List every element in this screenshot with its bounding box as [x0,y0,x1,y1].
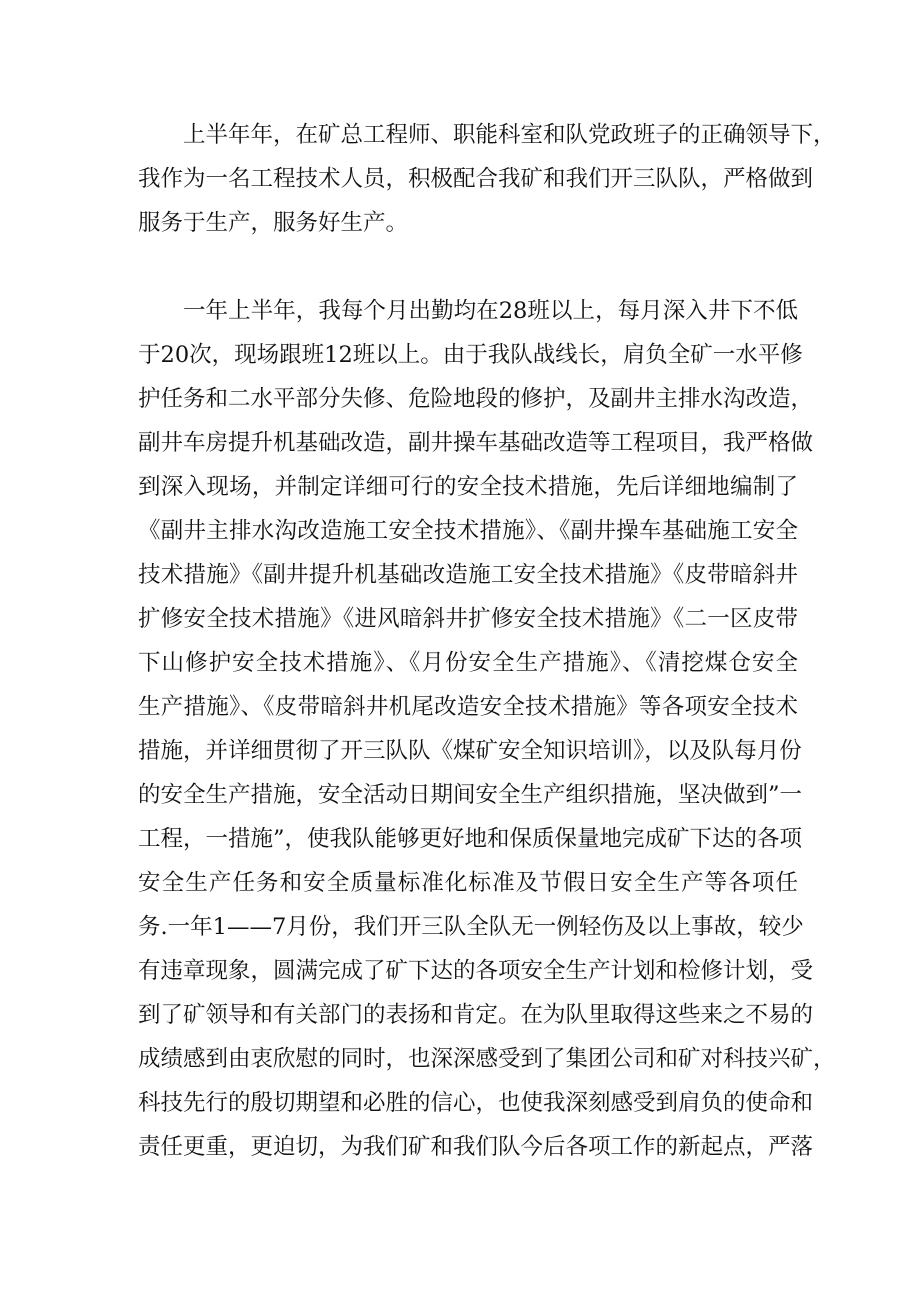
paragraph-line: 生产措施》、《皮带暗斜井机尾改造安全技术措施》等各项安全技术 [138,694,798,720]
paragraph-line: 服务于生产，服务好生产。 [138,210,409,236]
paragraph-line: 上半年年，在矿总工程师、职能科室和队党政班子的正确领导下， [183,122,836,148]
paragraph-line: 的安全生产措施，安全活动日期间安全生产组织措施，坚决做到”一 [138,782,803,808]
paragraph-line: 到深入现场，并制定详细可行的安全技术措施，先后详细地编制了 [138,474,798,500]
paragraph-line: 成绩感到由衷欣慰的同时，也深深感受到了集团公司和矿对科技兴矿， [138,1046,836,1072]
paragraph-line: 有违章现象，圆满完成了矿下达的各项安全生产计划和检修计划，受 [138,958,814,984]
paragraph-line: 副井车房提升机基础改造，副井操车基础改造等工程项目，我严格做 [138,430,814,456]
paragraph-line: 《副井主排水沟改造施工安全技术措施》、《副井操车基础施工安全 [138,518,798,544]
paragraph-line: 一年上半年，我每个月出勤均在28班以上，每月深入井下不低 [183,298,798,324]
paragraph-line: 科技先行的殷切期望和必胜的信心，也使我深刻感受到肩负的使命和 [138,1090,814,1116]
paragraph-line: 扩修安全技术措施》《进风暗斜井扩修安全技术措施》《二一区皮带 [138,606,798,632]
paragraph-line: 于20次，现场跟班12班以上。由于我队战线长，肩负全矿一水平修 [138,342,803,368]
paragraph-line: 技术措施》《副井提升机基础改造施工安全技术措施》《皮带暗斜井 [138,562,798,588]
paragraph-line: 护任务和二水平部分失修、危险地段的修护，及副井主排水沟改造， [138,386,814,412]
paragraph-line: 安全生产任务和安全质量标准化标准及节假日安全生产等各项任 [138,870,798,896]
paragraph-line: 务.一年1——7月份，我们开三队全队无一例轻伤及以上事故，较少 [138,914,804,940]
paragraph-line: 措施，并详细贯彻了开三队队《煤矿安全知识培训》，以及队每月份 [138,738,802,764]
paragraph-line: 工程，一措施”，使我队能够更好地和保质保量地完成矿下达的各项 [138,826,803,852]
paragraph-line: 责任更重，更迫切，为我们矿和我们队今后各项工作的新起点，严落 [138,1134,814,1160]
paragraph-line: 我作为一名工程技术人员，积极配合我矿和我们开三队队，严格做到 [138,166,814,192]
paragraph-line: 下山修护安全技术措施》、《月份安全生产措施》、《清挖煤仓安全 [138,650,798,676]
paragraph-line: 到了矿领导和有关部门的表扬和肯定。在为队里取得这些来之不易的 [138,1002,814,1028]
